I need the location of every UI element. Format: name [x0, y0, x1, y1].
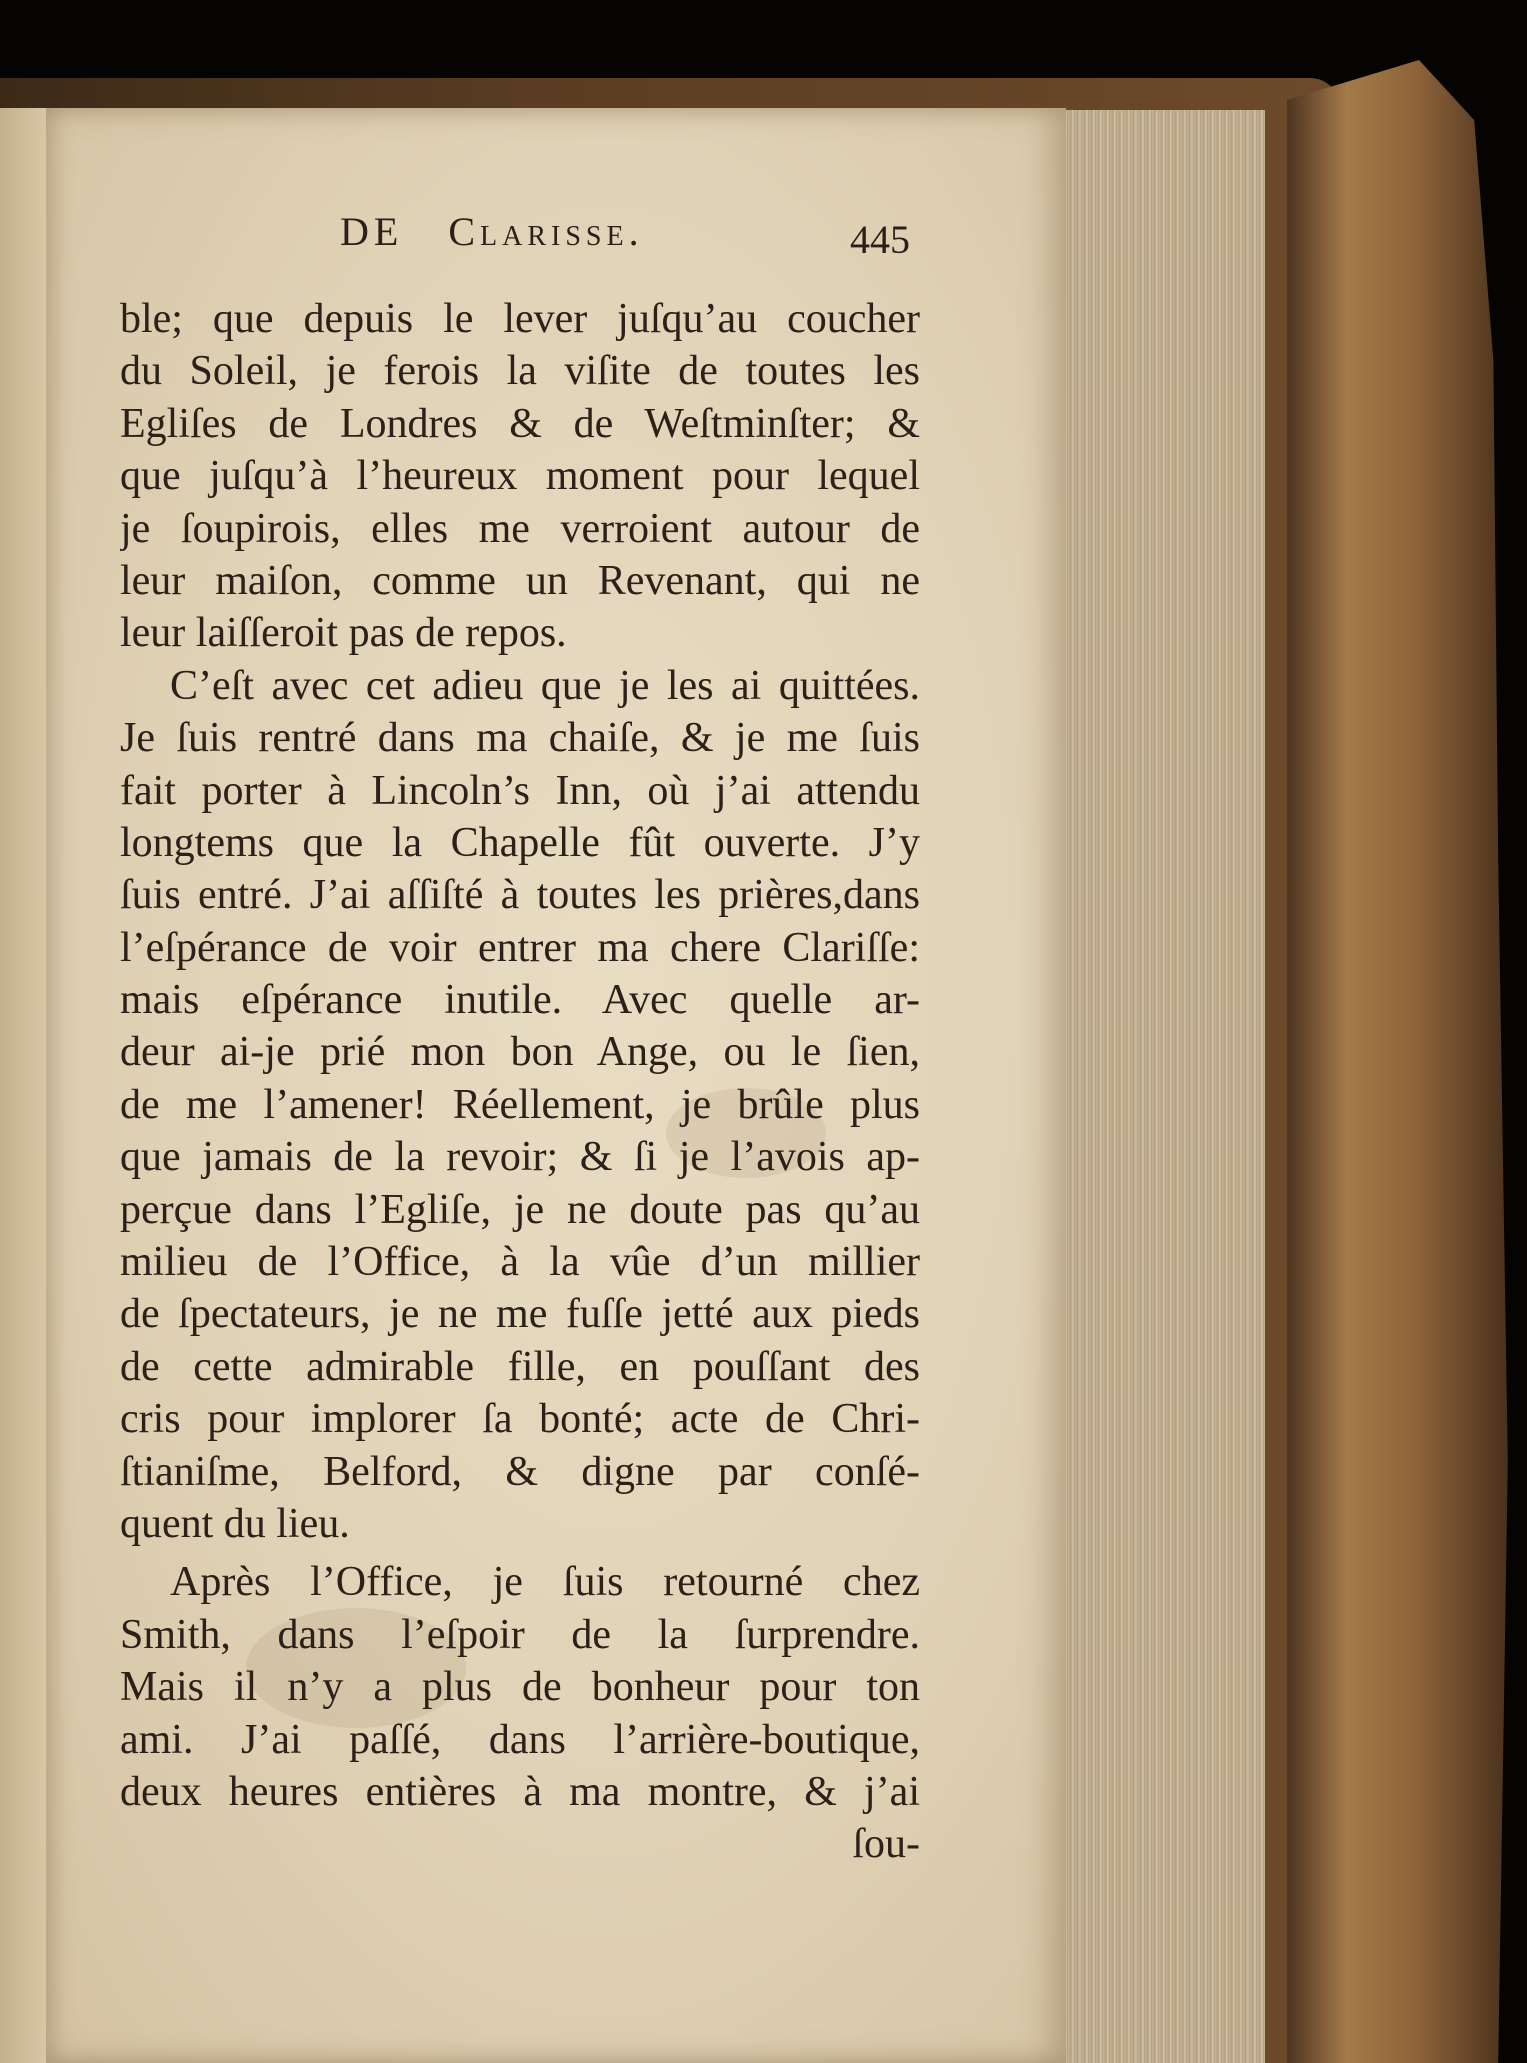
- text-line: quent du lieu.: [120, 1500, 350, 1547]
- text-line: que juſqu’à l’heureux moment pour lequel: [120, 453, 920, 500]
- text-line: leur maiſon, comme un Revenant, qui ne: [120, 557, 920, 604]
- text-line: longtems que la Chapelle fût ouverte. J’y: [120, 819, 920, 866]
- text-line: ſuis entré. J’ai aſſiſté à toutes les prières,dans: [120, 872, 920, 919]
- text-line: de me l’amener! Réellement, je brûle plus: [120, 1081, 920, 1128]
- text-line: du Soleil, je ferois la viſite de toutes les: [120, 348, 920, 395]
- text-line: C’eſt avec cet adieu que je les ai quittées.: [170, 662, 920, 709]
- text-line: Egliſes de Londres & de Weſtminſter; &: [120, 400, 920, 447]
- text-line: l’eſpérance de voir entrer ma chere Clariſſe:: [120, 924, 920, 971]
- text-line: deux heures entières à ma montre, & j’ai: [120, 1768, 920, 1815]
- running-title-prefix: DE: [340, 209, 404, 254]
- paragraph-3: [120, 1556, 920, 1818]
- text-line: mais eſpérance inutile. Avec quelle ar-: [120, 977, 920, 1024]
- text-line: de ſpectateurs, je ne me fuſſe jetté aux pieds: [120, 1291, 920, 1338]
- book-spine: [1287, 60, 1527, 2063]
- facing-page-edge: [0, 108, 46, 2063]
- running-title-name: Clarisse.: [448, 209, 644, 254]
- page-edges: [1040, 110, 1265, 2063]
- text-line: Mais il n’y a plus de bonheur pour ton: [120, 1664, 920, 1711]
- paragraph-1: [120, 293, 920, 660]
- text-line: ble; que depuis le lever juſqu’au coucher: [120, 296, 920, 342]
- text-line: que jamais de la revoir; & ſi je l’avois ap-: [120, 1134, 920, 1181]
- text-line: ſtianiſme, Belford, & digne par conſé-: [120, 1448, 920, 1495]
- text-line: deur ai-je prié mon bon Ange, ou le ſien,: [120, 1029, 920, 1076]
- text-line: perçue dans l’Egliſe, je ne doute pas qu’au: [120, 1186, 920, 1233]
- page-number: 445: [850, 217, 910, 262]
- catchword: ſou-: [852, 1821, 920, 1868]
- text-line: ami. J’ai paſſé, dans l’arrière-boutique,: [120, 1716, 920, 1763]
- text-line: cris pour implorer ſa bonté; acte de Chri-: [120, 1396, 920, 1443]
- paragraph-2: [120, 660, 920, 1551]
- text-line: Je ſuis rentré dans ma chaiſe, & je me ſuis: [120, 715, 920, 762]
- text-line: leur laiſſeroit pas de repos.: [120, 610, 567, 657]
- running-title: [340, 208, 644, 255]
- text-line: milieu de l’Office, à la vûe d’un millier: [120, 1239, 920, 1286]
- page-text: [120, 293, 920, 1871]
- running-header: [290, 208, 940, 268]
- text-line: de cette admirable fille, en pouſſant des: [120, 1343, 920, 1390]
- text-line: je ſoupirois, elles me verroient autour de: [120, 505, 920, 552]
- text-line: Après l’Office, je ſuis retourné chez: [170, 1559, 920, 1606]
- text-line: Smith, dans l’eſpoir de la ſurprendre.: [120, 1611, 920, 1658]
- text-line: fait porter à Lincoln’s Inn, où j’ai attendu: [120, 767, 920, 814]
